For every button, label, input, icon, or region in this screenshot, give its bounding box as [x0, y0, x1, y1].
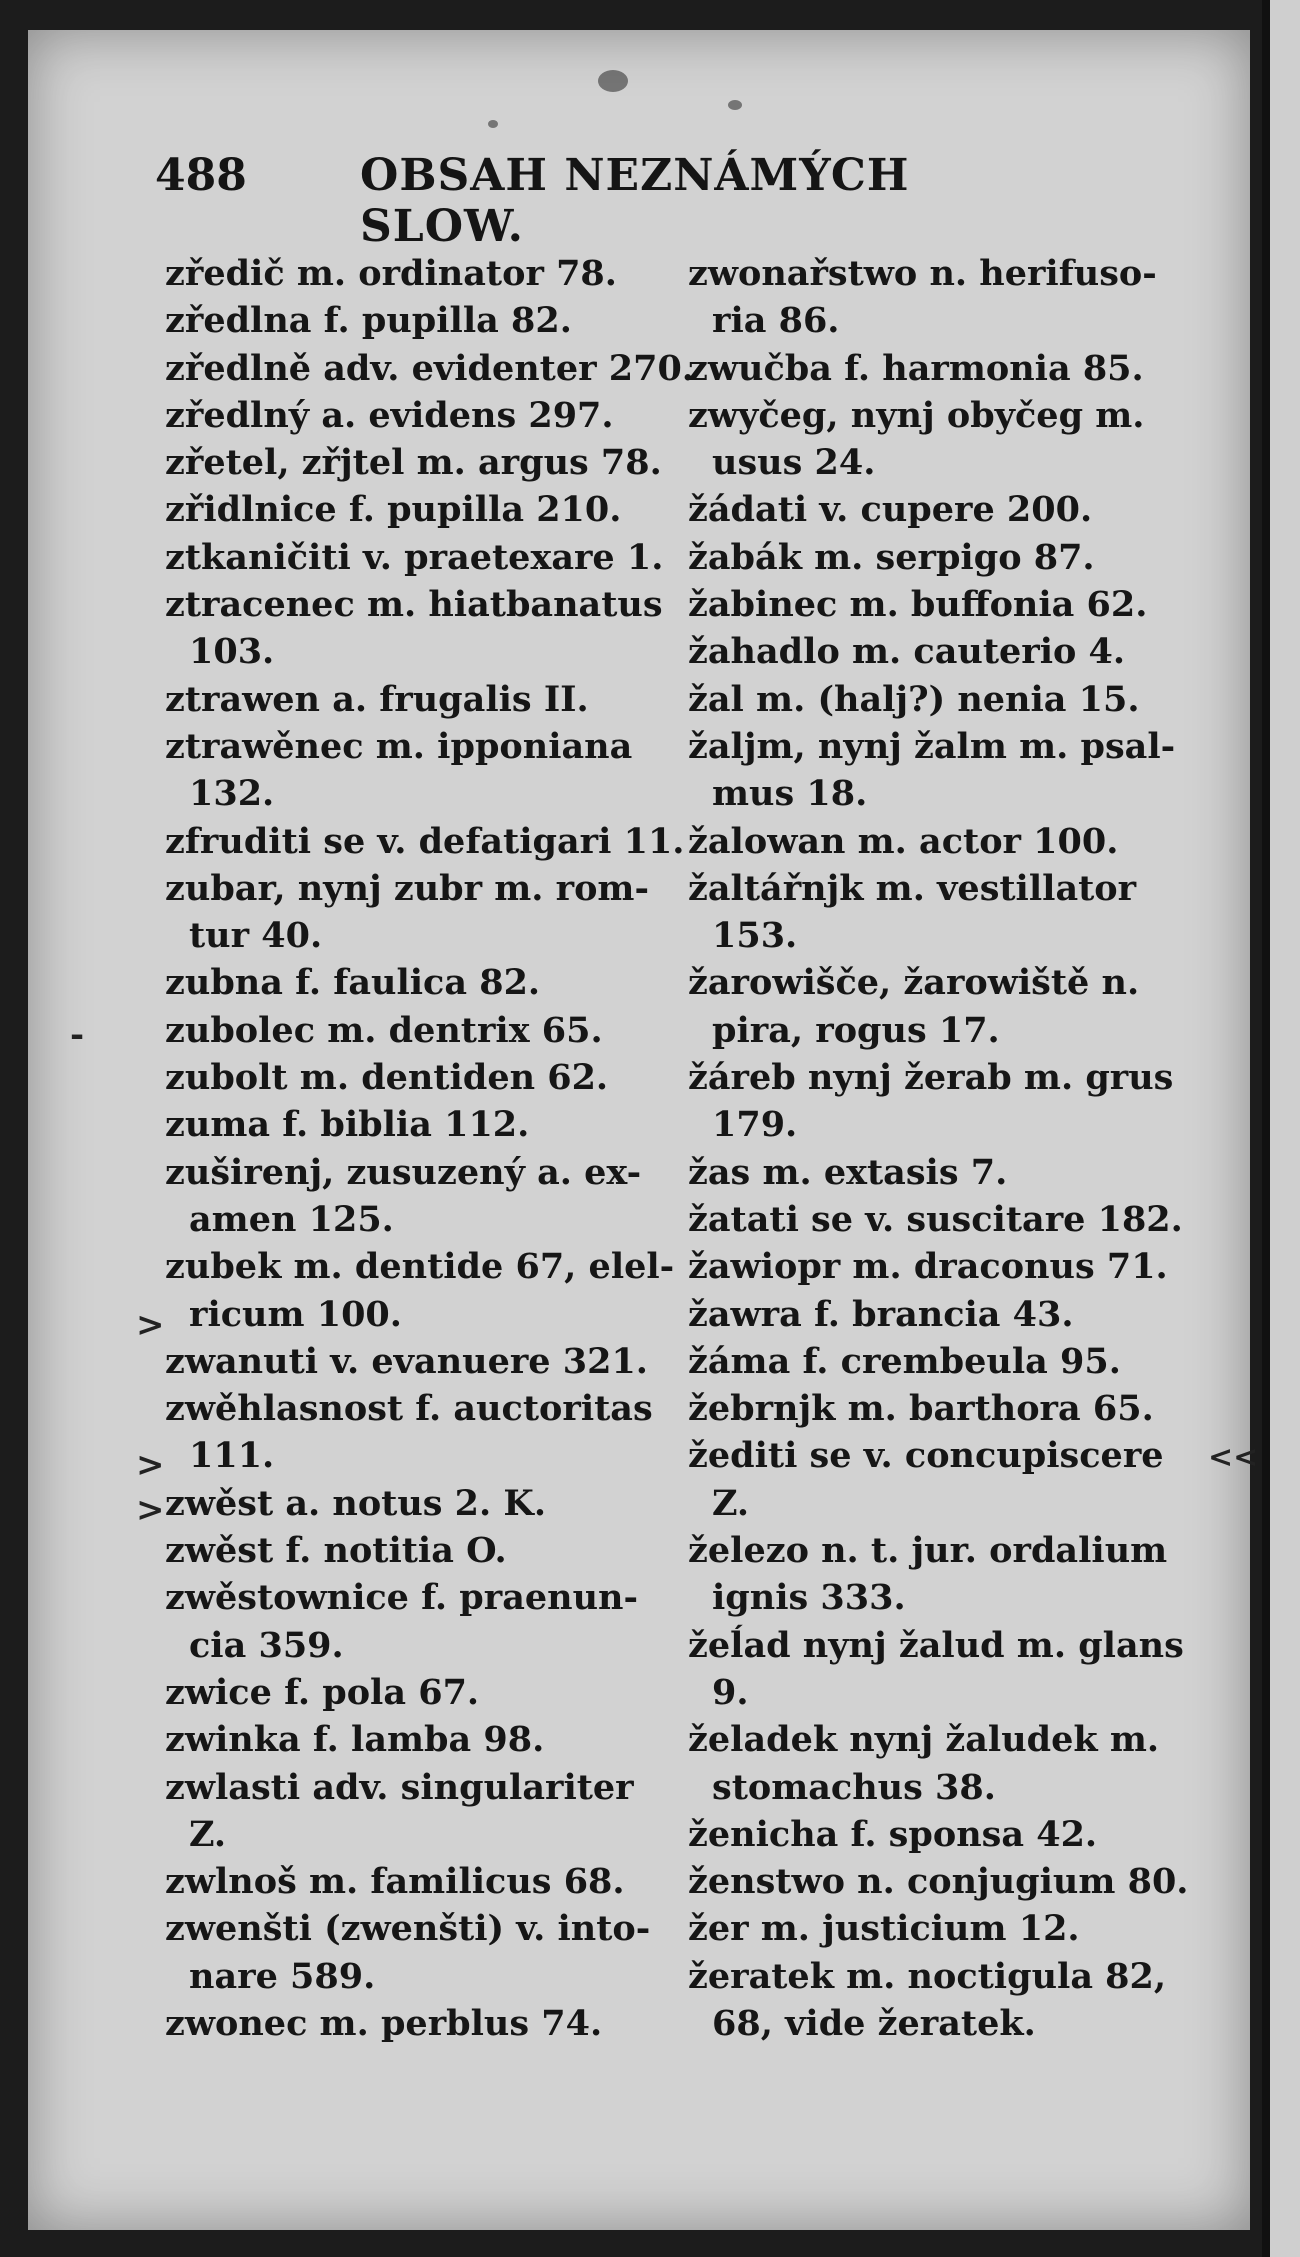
entry-line: ztracenec m. hiatbanatus — [165, 584, 663, 626]
entry-line: žaljm, nynj žalm m. psal- — [688, 725, 1176, 767]
entry-line: zředlna f. pupilla 82. — [165, 300, 572, 342]
entry-line: cia 359. — [189, 1624, 344, 1666]
margin-arrow-mark: > — [136, 1490, 165, 1530]
adjacent-page-edge — [1262, 0, 1300, 2257]
entry-line: zwučba f. harmonia 85. — [688, 347, 1144, 389]
entry-line: žáreb nynj žerab m. grus — [688, 1057, 1174, 1099]
entry-line: zředlný a. evidens 297. — [165, 394, 614, 436]
entry-line: tur 40. — [189, 915, 323, 957]
margin-arrow-mark: > — [136, 1445, 165, 1485]
entry-line: zwěst a. notus 2. K. — [165, 1482, 547, 1524]
entry-line: zwonařstwo n. herifuso- — [688, 253, 1157, 294]
entry-line: žediti se v. concupiscere — [688, 1435, 1164, 1477]
entry-line: žarowišče, žarowiště n. — [688, 962, 1140, 1004]
entry-line: žáma f. crembeula 95. — [688, 1340, 1121, 1382]
entry-line: žeratek m. noctigula 82, — [688, 1955, 1167, 1997]
entry-line: ženicha f. sponsa 42. — [688, 1813, 1098, 1855]
entry-line: ztkaničiti v. praetexare 1. — [165, 536, 664, 578]
entry-line: zwyčeg, nynj obyčeg m. — [688, 394, 1145, 436]
margin-dash-mark: - — [70, 1015, 85, 1055]
right-column — [688, 250, 1189, 2047]
entry-line: žádati v. cupere 200. — [688, 489, 1093, 531]
ink-smudge — [488, 120, 498, 128]
entry-line: 132. — [189, 773, 275, 815]
entry-line: žawiopr m. draconus 71. — [688, 1246, 1168, 1288]
entry-line: žer m. justicium 12. — [688, 1908, 1080, 1950]
entry-line: 9. — [712, 1671, 749, 1713]
entry-line: 111. — [189, 1435, 275, 1477]
entry-line: žas m. extasis 7. — [688, 1151, 1008, 1193]
entry-line: žalowan m. actor 100. — [688, 820, 1119, 862]
left-column — [165, 250, 694, 2047]
entry-line: 103. — [189, 631, 275, 673]
entry-line: zuširenj, zusuzený a. ex- — [165, 1151, 642, 1193]
entry-line: zubar, nynj zubr m. rom- — [165, 867, 649, 909]
entry-line: zfruditi se v. defatigari 11. — [165, 820, 685, 862]
entry-line: 68, vide žeratek. — [712, 2002, 1036, 2044]
entry-line: stomachus 38. — [712, 1766, 996, 1808]
entry-line: Z. — [712, 1482, 750, 1524]
entry-line: pira, rogus 17. — [712, 1009, 1000, 1051]
margin-arrow-mark: > — [136, 1305, 165, 1345]
entry-line: Z. — [189, 1813, 227, 1855]
entry-line: nare 589. — [189, 1955, 376, 1997]
entry-line: amen 125. — [189, 1198, 394, 1240]
entry-line: zředič m. ordinator 78. — [165, 253, 617, 294]
entry-line: žabinec m. buffonia 62. — [688, 584, 1148, 626]
entry-line: zwlasti adv. singulariter — [165, 1766, 634, 1808]
entry-line: zubolec m. dentrix 65. — [165, 1009, 603, 1051]
margin-annotation-mark: << — [1208, 1440, 1259, 1475]
entry-line: zwěhlasnost f. auctoritas — [165, 1388, 653, 1430]
entry-line: zubek m. dentide 67, elel- — [165, 1246, 675, 1288]
entry-line: žal m. (halj?) nenia 15. — [688, 678, 1140, 720]
page-header — [155, 150, 975, 252]
entry-line: ztrawěnec m. ipponiana — [165, 725, 633, 767]
entry-line: žatati se v. suscitare 182. — [688, 1198, 1183, 1240]
entry-line: ricum 100. — [189, 1293, 402, 1335]
entry-line: zwonec m. perblus 74. — [165, 2002, 603, 2044]
entry-line: žebrnjk m. barthora 65. — [688, 1388, 1154, 1430]
entry-line: žeĺad nynj žalud m. glans — [688, 1624, 1184, 1666]
running-title: OBSAH NEZNÁMÝCH SLOW. — [360, 150, 910, 252]
entry-line: zubolt m. dentiden 62. — [165, 1057, 609, 1099]
entry-line: zwice f. pola 67. — [165, 1671, 480, 1713]
entry-line: ignis 333. — [712, 1577, 906, 1619]
entry-line: železo n. t. jur. ordalium — [688, 1530, 1168, 1572]
page-number: 488 — [155, 150, 247, 201]
entry-line: 179. — [712, 1104, 798, 1146]
ink-smudge — [728, 100, 742, 110]
entry-line: zuma f. biblia 112. — [165, 1104, 530, 1146]
entry-line: žahadlo m. cauterio 4. — [688, 631, 1126, 673]
entry-line: zwěst f. notitia O. — [165, 1530, 507, 1572]
entry-line: žawra f. brancia 43. — [688, 1293, 1074, 1335]
entry-line: zwenšti (zwenšti) v. into- — [165, 1908, 651, 1950]
entry-line: ženstwo n. conjugium 80. — [688, 1861, 1189, 1903]
entry-line: žaltářnjk m. vestillator — [688, 867, 1137, 909]
entry-line: zwěstownice f. praenun- — [165, 1577, 639, 1619]
entry-line: zřetel, zřjtel m. argus 78. — [165, 442, 662, 484]
entry-line: zwinka f. lamba 98. — [165, 1719, 545, 1761]
entry-line: želadek nynj žaludek m. — [688, 1719, 1160, 1761]
entry-line: zředlně adv. evidenter 270. — [165, 347, 694, 389]
entry-line: žabák m. serpigo 87. — [688, 536, 1095, 578]
entry-line: ztrawen a. frugalis II. — [165, 678, 589, 720]
entry-line: ria 86. — [712, 300, 840, 342]
entry-line: zřidlnice f. pupilla 210. — [165, 489, 622, 531]
entry-line: usus 24. — [712, 442, 876, 484]
entry-line: 153. — [712, 915, 798, 957]
entry-line: zwlnoš m. familicus 68. — [165, 1861, 625, 1903]
entry-line: zubna f. faulica 82. — [165, 962, 541, 1004]
entry-line: mus 18. — [712, 773, 868, 815]
ink-smudge — [598, 70, 628, 92]
entry-line: zwanuti v. evanuere 321. — [165, 1340, 648, 1382]
